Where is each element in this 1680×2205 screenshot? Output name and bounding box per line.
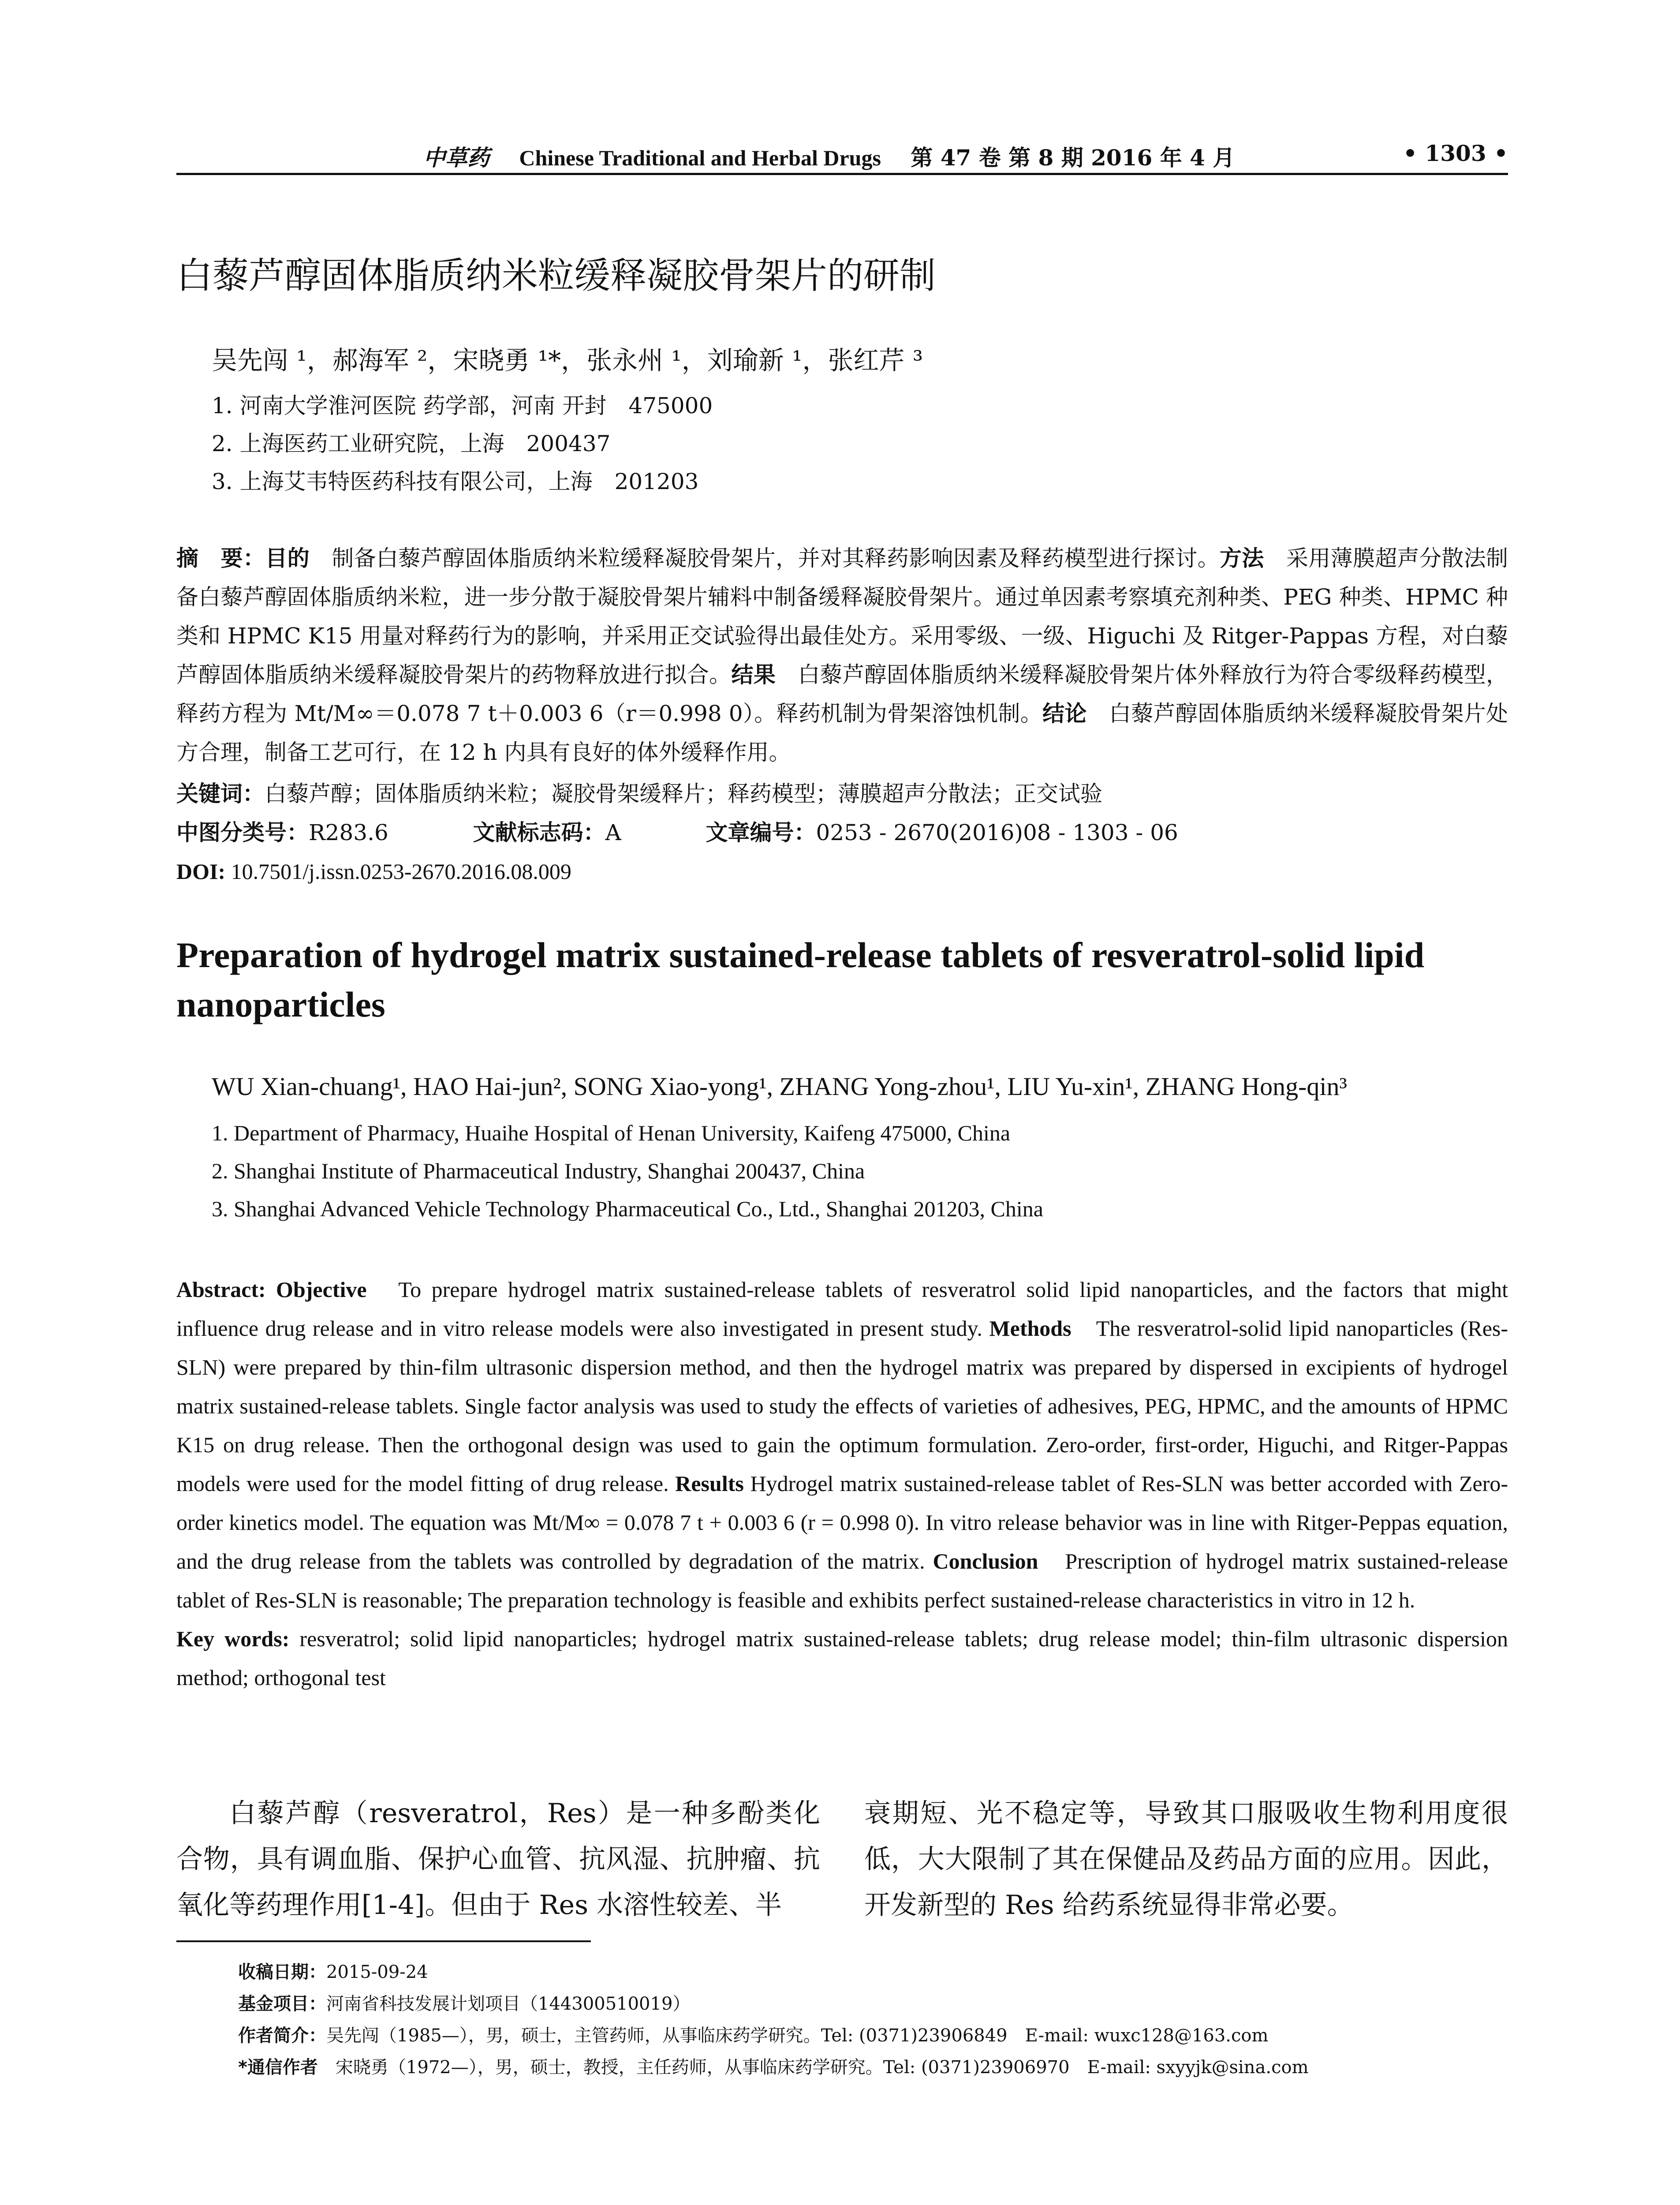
cn-affiliation-3: 3. 上海艾韦特医药科技有限公司，上海 201203	[212, 469, 699, 494]
journal-en-name: Chinese Traditional and Herbal Drugs	[519, 146, 881, 170]
body-left-column: 白藜芦醇（resveratrol，Res）是一种多酚类化合物，具有调血脂、保护心血管、抗风湿、抗肿瘤、抗氧化等药理作用[1-4]。但由于 Res 水溶性较差、半	[176, 1798, 820, 1921]
footnote-author	[238, 2022, 1268, 2047]
header-divider	[176, 173, 1508, 175]
en-abstract	[176, 1270, 1508, 1697]
en-affiliation-1: 1. Department of Pharmacy, Huaihe Hospital of Henan University, Kaifeng 475000, China	[212, 1121, 1011, 1145]
en-conclusion: Prescription of hydrogel matrix sustained-release tablet of Res-SLN is reasonable; The preparation technology is feasible and exhibits perfect sustained-release characteristics in vitro in 12 h.	[176, 1549, 1508, 1612]
cn-conclusion-label: 结论	[1042, 701, 1087, 726]
cn-keywords-line	[176, 774, 1508, 813]
doi-value: 10.7501/j.issn.0253-2670.2016.08.009	[231, 859, 571, 884]
en-abstract-label: Abstract: Objective	[176, 1277, 367, 1302]
cn-clc: R283.6	[309, 820, 388, 845]
en-methods: The resveratrol-solid lipid nanoparticles (Res-SLN) were prepared by thin-film ultrasonic dispersion method, and then the hydrogel matrix was prepared by dispersed in excipients of hydrogel matrix sustained-release tablets. Single factor analysis was used to study the effects of varieties of adhesives, PEG, HPMC, and the amounts of HPMC K15 on drug release. Then the orthogonal design was used to gain the optimum formulation. Zero-order, first-order, Higuchi, and Ritger-Pappas models were used for the model fitting of drug release.	[176, 1316, 1508, 1496]
corr-label: *通信作者	[238, 2057, 318, 2078]
doi-label: DOI:	[176, 859, 226, 884]
fund-value: 河南省科技发展计划项目（144300510019）	[326, 1994, 691, 2014]
cn-objective: 制备白藜芦醇固体脂质纳米粒缓释凝胶骨架片，并对其释药影响因素及释药模型进行探讨。	[332, 546, 1220, 571]
en-objective: To prepare hydrogel matrix sustained-release tablets of resveratrol solid lipid nanoparticles, and the factors that might influence drug release and in vitro release models were also investigated in present study.	[176, 1277, 1508, 1341]
cn-article: 0253 - 2670(2016)08 - 1303 - 06	[816, 820, 1178, 845]
received-date: 2015-09-24	[326, 1962, 428, 1982]
en-title: Preparation of hydrogel matrix sustained-release tablets of resveratrol-solid lipid nanoparticles	[176, 935, 1425, 1024]
doi-line	[176, 852, 1508, 891]
fund-label: 基金项目：	[238, 1994, 326, 2014]
journal-cn-name: 中草药	[423, 145, 489, 171]
cn-abstract-label: 摘 要：	[176, 546, 265, 571]
cn-affiliation-2: 2. 上海医药工业研究院，上海 200437	[212, 431, 611, 456]
cn-doc: A	[605, 820, 621, 845]
en-methods-label: Methods	[989, 1316, 1071, 1341]
en-affiliation-2: 2. Shanghai Institute of Pharmaceutical Industry, Shanghai 200437, China	[212, 1159, 865, 1183]
cn-objective-label: 目的	[265, 546, 310, 571]
en-affiliation-3: 3. Shanghai Advanced Vehicle Technology Pharmaceutical Co., Ltd., Shanghai 201203, China	[212, 1196, 1043, 1221]
en-conclusion-label: Conclusion	[933, 1549, 1038, 1573]
journal-issue: 第 47 卷 第 8 期 2016 年 4 月	[911, 145, 1235, 171]
footnote-divider	[176, 1940, 591, 1942]
received-label: 收稿日期：	[238, 1962, 326, 1982]
cn-classification-line	[176, 813, 1508, 852]
cn-clc-label: 中图分类号：	[176, 820, 309, 845]
cn-article-label: 文章编号：	[706, 820, 816, 845]
cn-title: 白藜芦醇固体脂质纳米粒缓释凝胶骨架片的研制	[176, 255, 936, 297]
author-label: 作者简介：	[238, 2026, 326, 2046]
en-results: Hydrogel matrix sustained-release tablet of Res-SLN was better accorded with Zero-order kinetics model. The equation was Mt/M∞ = 0.078 7 t + 0.003 6 (r = 0.998 0). In vitro release behavior was in line with Ritger-Peppas equation, and the drug release from the tablets was controlled by degradation of the matrix.	[176, 1471, 1508, 1573]
journal-header	[423, 140, 1235, 172]
en-keywords-label: Key words:	[176, 1626, 290, 1651]
cn-affiliation-1: 1. 河南大学淮河医院 药学部，河南 开封 475000	[212, 393, 713, 419]
cn-methods-label: 方法	[1219, 546, 1264, 571]
cn-abstract	[176, 539, 1508, 772]
footnote-corresponding	[238, 2053, 1309, 2078]
cn-keywords: 白藜芦醇；固体脂质纳米粒；凝胶骨架缓释片；释药模型；薄膜超声分散法；正交试验	[265, 781, 1102, 807]
en-keywords: resveratrol; solid lipid nanoparticles; hydrogel matrix sustained-release tablets; drug release model; thin-film ultrasonic dispersion method; orthogonal test	[176, 1626, 1508, 1690]
cn-keywords-label: 关键词：	[176, 781, 265, 807]
cn-results-label: 结果	[731, 662, 776, 688]
en-results-label: Results	[675, 1471, 744, 1496]
en-authors: WU Xian-chuang¹, HAO Hai-jun², SONG Xiao-yong¹, ZHANG Yong-zhou¹, LIU Yu-xin¹, ZHANG Hong-qin³	[212, 1072, 1347, 1101]
running-header	[176, 140, 1508, 176]
page-number: • 1303 •	[1403, 140, 1508, 166]
footnote-received	[238, 1958, 428, 1983]
cn-methods: 采用薄膜超声分散法制备白藜芦醇固体脂质纳米粒，进一步分散于凝胶骨架片辅料中制备缓释凝胶骨架片。通过单因素考察填充剂种类、PEG 种类、HPMC 种类和 HPMC K15 用量对释药行为的影响，并采用正交试验得出最佳处方。采用零级、一级、Higuchi 及 Ritger-Pappas 方程，对白藜芦醇固体脂质纳米缓释凝胶骨架片的药物释放进行拟合。	[176, 546, 1508, 688]
cn-results: 白藜芦醇固体脂质纳米缓释凝胶骨架片体外释放行为符合零级释药模型，释药方程为 Mt/M∞＝0.078 7 t＋0.003 6（r＝0.998 0）。释药机制为骨架溶蚀机制。	[176, 662, 1508, 726]
author-info: 吴先闯（1985—），男，硕士，主管药师，从事临床药学研究。Tel: (0371)23906849 E-mail: wuxc128@163.com	[326, 2026, 1269, 2046]
cn-authors: 吴先闯 ¹，郝海军 ²，宋晓勇 ¹*，张永州 ¹，刘瑜新 ¹，张红芹 ³	[212, 345, 923, 375]
footnote-fund	[238, 1990, 690, 2015]
cn-conclusion: 白藜芦醇固体脂质纳米缓释凝胶骨架片处方合理，制备工艺可行，在 12 h 内具有良好的体外缓释作用。	[176, 701, 1508, 765]
body-right-column: 衰期短、光不稳定等，导致其口服吸收生物利用度很低，大大限制了其在保健品及药品方面的应用。因此，开发新型的 Res 给药系统显得非常必要。	[864, 1798, 1508, 1921]
corr-info: 宋晓勇（1972—），男，硕士，教授，主任药师，从事临床药学研究。Tel: (0371)23906970 E-mail: sxyyjk@sina.com	[335, 2057, 1309, 2078]
cn-doc-label: 文献标志码：	[473, 820, 605, 845]
